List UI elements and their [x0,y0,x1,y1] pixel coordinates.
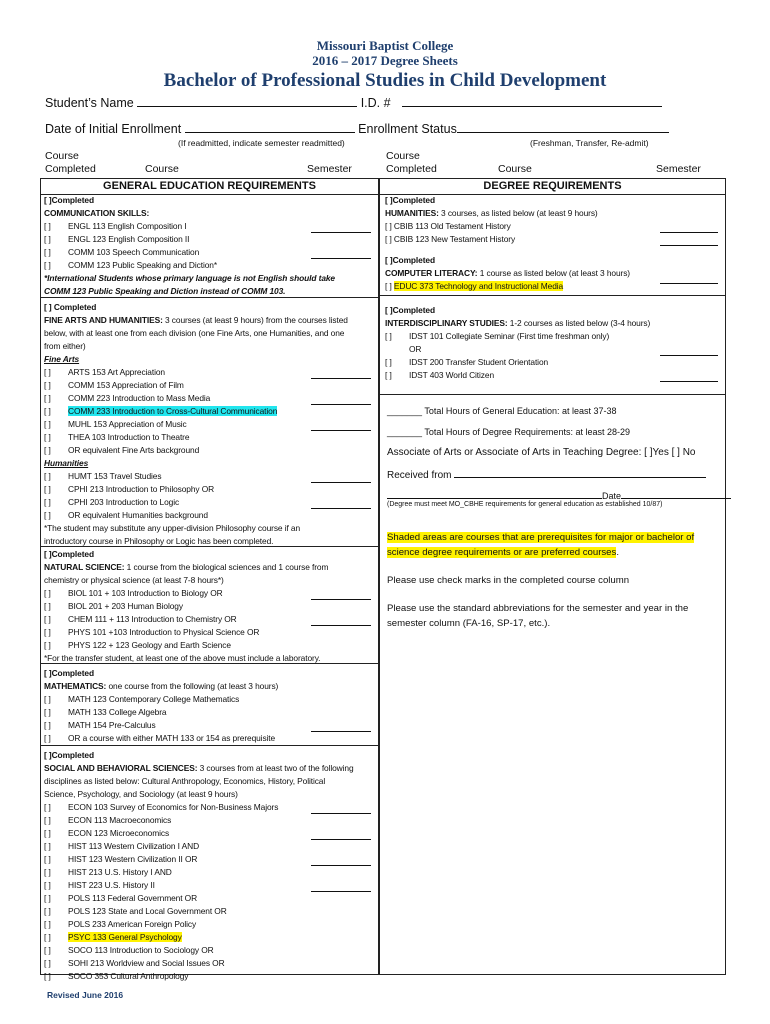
fine-desc-3: from either) [44,341,86,351]
list-item[interactable]: [ ] CHEM 111 + 113 Introduction to Chemistry OR [44,614,237,624]
list-item[interactable]: [ ] SOCO 113 Introduction to Sociology OR [44,945,214,955]
list-item[interactable]: [ ] SOHI 213 Worldview and Social Issues OR [44,958,225,968]
fine-note: *The student may substitute any upper-division Philosophy course if an [44,523,301,533]
inter-or: OR [409,344,422,354]
comm-note: *International Students whose primary language is not English should take [44,273,335,283]
list-item[interactable]: [ ] POLS 113 Federal Government OR [44,893,198,903]
list-item[interactable]: [ ] POLS 233 American Foreign Policy [44,919,197,929]
nat-desc: NATURAL SCIENCE: 1 course from the biological sciences and 1 course from [44,562,329,572]
comm-note-2: COMM 123 Public Speaking and Diction instead of COMM 103. [44,286,286,296]
list-item[interactable]: [ ] ENGL 123 English Composition II [44,234,190,244]
program-title: Bachelor of Professional Studies in Child Development [163,70,607,91]
list-item[interactable]: [ ] MATH 133 College Algebra [44,707,167,717]
readmit-note: (If readmitted, indicate semester readmitted) [178,138,345,148]
comm-completed[interactable]: [ ]Completed [44,195,94,205]
list-item[interactable]: [ ] BIOL 201 + 203 Human Biology [44,601,183,611]
list-item[interactable]: [ ] EDUC 373 Technology and Instructional Media [385,281,564,291]
soc-desc: SOCIAL AND BEHAVIORAL SCIENCES: 3 courses from at least two of the following [44,763,354,773]
list-item[interactable]: [ ] OR equivalent Humanities background [44,510,208,520]
list-item[interactable]: [ ] POLS 123 State and Local Government OR [44,906,227,916]
hum-completed[interactable]: [ ]Completed [385,195,435,205]
list-item[interactable]: [ ] CPHI 213 Introduction to Philosophy OR [44,484,215,494]
list-item[interactable]: [ ] HIST 223 U.S. History II [44,880,155,890]
math-desc: MATHEMATICS: one course from the following (at least 3 hours) [44,681,279,691]
abbreviations-note: Please use the standard abbreviations for the semester and year in the semester column (FA-16, SP-17, etc.). [387,603,689,629]
col-header-course-left: Course [145,163,179,175]
fine-completed[interactable]: [ ] Completed [44,302,97,312]
student-name-field[interactable]: Student’s Name I.D. # [45,94,662,110]
list-item[interactable]: [ ] ECON 113 Macroeconomics [44,815,172,825]
general-education-title: GENERAL EDUCATION REQUIREMENTS [41,179,378,195]
comp-completed[interactable]: [ ]Completed [385,255,435,265]
list-item[interactable]: [ ] CBIB 123 New Testament History [385,234,516,244]
list-item[interactable]: [ ] COMM 223 Introduction to Mass Media [44,393,211,403]
list-item[interactable]: [ ] PSYC 133 General Psychology [44,932,182,942]
list-item[interactable]: [ ] CBIB 113 Old Testament History [385,221,511,231]
shaded-areas-note: Shaded areas are courses that are prerequisites for major or bachelor of science degree requirements or are preferred courses. [387,532,695,558]
total-gen-ed: _______ Total Hours of General Education: at least 37-38 [387,406,617,416]
list-item[interactable]: [ ] HIST 213 U.S. History I AND [44,867,172,877]
col-header-course-right: Course [498,163,532,175]
fine-desc: FINE ARTS AND HUMANITIES: 3 courses (at least 9 hours) from the courses listed [44,315,348,325]
college-name: Missouri Baptist College [316,38,454,53]
math-completed[interactable]: [ ]Completed [44,668,94,678]
inter-completed[interactable]: [ ]Completed [385,305,435,315]
list-item[interactable]: [ ] MATH 154 Pre-Calculus [44,720,156,730]
check-marks-note: Please use check marks in the completed course column [387,575,630,586]
soc-desc-3: Science, Psychology, and Sociology (at least 9 hours) [44,789,238,799]
list-item[interactable]: [ ] PHYS 101 +103 Introduction to Physical Science OR [44,627,260,637]
nat-completed[interactable]: [ ]Completed [44,549,94,559]
fine-desc-2: below, with at least one from each division (one Fine Arts, one Humanities, and one [44,328,345,338]
list-item[interactable]: [ ] ECON 103 Survey of Economics for Non-Business Majors [44,802,279,812]
list-item[interactable]: [ ] CPHI 203 Introduction to Logic [44,497,180,507]
list-item[interactable]: [ ] COMM 153 Appreciation of Film [44,380,184,390]
list-item[interactable]: [ ] MATH 123 Contemporary College Mathematics [44,694,240,704]
list-item[interactable]: [ ] IDST 200 Transfer Student Orientation [385,357,549,367]
enrollment-field[interactable]: Date of Initial Enrollment Enrollment Status [45,120,669,136]
list-item[interactable]: [ ] ARTS 153 Art Appreciation [44,367,165,377]
list-item[interactable]: [ ] IDST 101 Collegiate Seminar (First time freshman only) [385,331,610,341]
fine-arts-subheading: Fine Arts [44,354,80,364]
list-item[interactable]: [ ] HUMT 153 Travel Studies [44,471,162,481]
status-note: (Freshman, Transfer, Re-admit) [530,138,649,148]
list-item[interactable]: [ ] BIOL 101 + 103 Introduction to Biology OR [44,588,223,598]
list-item[interactable]: [ ] IDST 403 World Citizen [385,370,494,380]
soc-desc-2: disciplines as listed below: Cultural Anthropology, Economics, History, Political [44,776,326,786]
cbhe-note: (Degree must meet MO_CBHE requirements for general education as established 10/87) [387,501,663,508]
list-item[interactable]: [ ] THEA 103 Introduction to Theatre [44,432,190,442]
list-item[interactable]: [ ] ENGL 113 English Composition I [44,221,187,231]
comp-desc: COMPUTER LITERACY: 1 course as listed below (at least 3 hours) [385,268,630,278]
degree-requirements-title: DEGREE REQUIREMENTS [380,179,725,195]
nat-desc-2: chemistry or physical science (at least 7-8 hours*) [44,575,224,585]
degree-requirements-column [379,178,726,975]
list-item[interactable]: [ ] SOCO 353 Cultural Anthropology [44,971,189,981]
list-item[interactable]: [ ] HIST 113 Western Civilization I AND [44,841,200,851]
soc-completed[interactable]: [ ]Completed [44,750,94,760]
list-item[interactable]: [ ] ECON 123 Microeconomics [44,828,170,838]
nat-note: *For the transfer student, at least one of the above must include a laboratory. [44,653,321,663]
inter-desc: INTERDISCIPLINARY STUDIES: 1-2 courses as listed below (3-4 hours) [385,318,651,328]
associate-degree-question[interactable]: Associate of Arts or Associate of Arts in Teaching Degree: [ ]Yes [ ] No [387,447,696,458]
date-field[interactable]: Date [387,488,731,501]
col-header-completed-left: Course Completed [45,150,96,175]
total-degree: _______ Total Hours of Degree Requirements: at least 28-29 [387,427,630,437]
list-item[interactable]: [ ] PHYS 122 + 123 Geology and Earth Science [44,640,231,650]
list-item[interactable]: [ ] HIST 123 Western Civilization II OR [44,854,198,864]
hum-desc: HUMANITIES: 3 courses, as listed below (at least 9 hours) [385,208,598,218]
comm-heading: COMMUNICATION SKILLS: [44,208,150,218]
list-item[interactable]: [ ] COMM 103 Speech Communication [44,247,200,257]
col-header-completed-right: Course Completed [386,150,437,175]
revision-date: Revised June 2016 [47,990,124,1000]
col-header-semester-right: Semester [656,163,701,175]
col-header-semester-left: Semester [307,163,352,175]
degree-year: 2016 – 2017 Degree Sheets [312,53,458,68]
list-item[interactable]: [ ] COMM 123 Public Speaking and Diction* [44,260,217,270]
humanities-subheading: Humanities [44,458,89,468]
list-item[interactable]: [ ] OR a course with either MATH 133 or 154 as prerequisite [44,733,276,743]
list-item[interactable]: [ ] OR equivalent Fine Arts background [44,445,200,455]
general-education-column [40,178,379,981]
list-item[interactable]: [ ] COMM 233 Introduction to Cross-Cultural Communication [44,406,278,416]
list-item[interactable]: [ ] MUHL 153 Appreciation of Music [44,419,187,429]
received-from-field[interactable]: Received from [387,467,706,481]
fine-note-2: introductory course in Philosophy or Logic has been completed. [44,536,274,546]
